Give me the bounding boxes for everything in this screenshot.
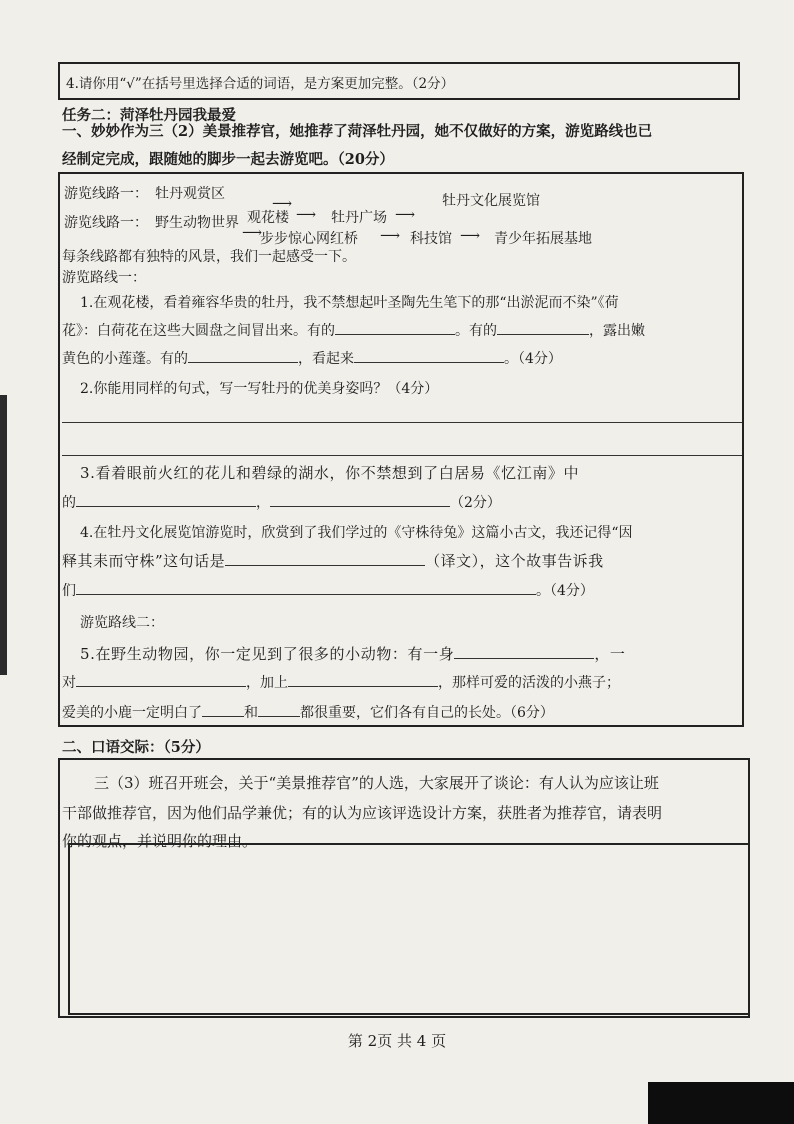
q1-text: 黄色的小莲蓬。有的 bbox=[62, 351, 188, 367]
route2-stop-4: 青少年拓展基地 bbox=[494, 231, 592, 247]
route1-subheading: 游览路线一： bbox=[62, 270, 146, 286]
q2-text: 2.你能用同样的句式，写一写牡丹的优美身姿吗？（4分） bbox=[80, 381, 439, 397]
q5-text: ，加上 bbox=[246, 675, 288, 691]
page-footer: 第 2页 共 4 页 bbox=[347, 1032, 447, 1050]
section2-line3: 你的观点，并说明你的理由。 bbox=[62, 832, 258, 850]
section2-title: 二、口语交际：（5分） bbox=[62, 739, 210, 756]
answer-blank[interactable] bbox=[258, 702, 300, 717]
section2-line1: 三（3）班召开班会，关于“美景推荐官”的人选，大家展开了谈论：有人认为应该让班 bbox=[94, 774, 659, 792]
scan-edge-shadow bbox=[0, 395, 7, 675]
q3-line2 bbox=[62, 492, 501, 512]
arrow-icon: ⟶ bbox=[380, 228, 401, 244]
q5-text: 爱美的小鹿一定明白了 bbox=[62, 705, 202, 721]
section1-intro-line2: 经制定完成，跟随她的脚步一起去游览吧。（20分） bbox=[62, 151, 394, 168]
route1-label: 游览线路一： bbox=[64, 186, 148, 202]
answer-blank[interactable] bbox=[270, 492, 450, 507]
q1-line2 bbox=[62, 320, 645, 340]
answer-blank[interactable] bbox=[76, 580, 536, 595]
answer-box[interactable] bbox=[68, 843, 750, 1015]
task2-title: 任务二：菏泽牡丹园我最爱 bbox=[62, 107, 236, 124]
q3-text: ， bbox=[256, 495, 270, 511]
route1-stop-2: 观花楼 bbox=[247, 210, 289, 226]
q1-text: 。（4分） bbox=[504, 351, 562, 367]
q1-text: 。有的 bbox=[455, 323, 497, 339]
q1-text: 花》：白荷花在这些大圆盘之间冒出来。有的 bbox=[62, 323, 335, 339]
answer-line[interactable] bbox=[62, 455, 742, 456]
arrow-icon: ⟶ bbox=[296, 207, 317, 223]
arrow-icon: ⟶ bbox=[460, 228, 481, 244]
answer-blank[interactable] bbox=[188, 348, 298, 363]
q1-line3 bbox=[62, 348, 562, 368]
q5-text: ，一 bbox=[594, 645, 626, 663]
q3-text: 的 bbox=[62, 495, 76, 511]
answer-blank[interactable] bbox=[76, 672, 246, 687]
route1-stop-1: 牡丹观赏区 bbox=[155, 186, 225, 202]
answer-blank[interactable] bbox=[354, 348, 504, 363]
section2-line2: 干部做推荐官，因为他们品学兼优；有的认为应该评选设计方案，获胜者为推荐官，请表明 bbox=[62, 804, 663, 822]
q3-line1: 3.看着眼前火红的花儿和碧绿的湖水，你不禁想到了白居易《忆江南》中 bbox=[80, 464, 580, 482]
route2-subheading: 游览路线二： bbox=[80, 615, 164, 631]
q5-line1 bbox=[80, 643, 626, 664]
q5-text: 都很重要，它们各有自己的长处。（6分） bbox=[300, 705, 554, 721]
q1-text: ，看起来 bbox=[298, 351, 354, 367]
route2-stop-1: 野生动物世界 bbox=[155, 215, 239, 231]
question-4-text: 4.请你用“√”在括号里选择合适的词语，是方案更加完整。（2分） bbox=[66, 76, 455, 92]
q4-text: 们 bbox=[62, 583, 76, 599]
arrow-icon: ⟶ bbox=[242, 225, 263, 241]
answer-blank[interactable] bbox=[454, 644, 594, 659]
section1-intro-line1: 一、妙妙作为三（2）美景推荐官，她推荐了菏泽牡丹园，她不仅做好的方案，游览路线也已 bbox=[62, 123, 653, 140]
q4-text: （译文），这个故事告诉我 bbox=[425, 552, 604, 570]
routes-summary: 每条线路都有独特的风景，我们一起感受一下。 bbox=[62, 249, 356, 265]
q1-line1: 1.在观花楼，看着雍容华贵的牡丹，我不禁想起叶圣陶先生笔下的那“出淤泥而不染”《荷 bbox=[80, 295, 619, 311]
route1-stop-4: 牡丹文化展览馆 bbox=[442, 193, 540, 209]
q5-line3 bbox=[62, 702, 554, 722]
q4-text: 。（4分） bbox=[536, 583, 594, 599]
q5-text: 和 bbox=[244, 705, 258, 721]
arrow-icon: ⟶ bbox=[395, 207, 416, 223]
route2-stop-2: 步步惊心网红桥 bbox=[260, 231, 358, 247]
scan-corner-shadow bbox=[648, 1082, 794, 1124]
q4-text: 释其耒而守株”这句话是 bbox=[62, 552, 226, 570]
answer-blank[interactable] bbox=[225, 551, 425, 566]
q4-line2 bbox=[62, 550, 604, 571]
answer-blank[interactable] bbox=[497, 320, 589, 335]
answer-line[interactable] bbox=[62, 422, 742, 423]
q1-text: ，露出嫩 bbox=[589, 323, 645, 339]
q3-text: （2分） bbox=[450, 495, 501, 511]
route2-label: 游览线路一： bbox=[64, 215, 148, 231]
arrow-icon: ⟶ bbox=[272, 196, 293, 212]
q4-line3 bbox=[62, 580, 594, 600]
route2-stop-3: 科技馆 bbox=[410, 231, 452, 247]
q5-text: 对 bbox=[62, 675, 76, 691]
question-4-box bbox=[58, 62, 740, 100]
route1-stop-3: 牡丹广场 bbox=[331, 210, 387, 226]
q5-text: 5.在野生动物园，你一定见到了很多的小动物：有一身 bbox=[80, 645, 455, 663]
answer-blank[interactable] bbox=[335, 320, 455, 335]
q5-line2 bbox=[62, 672, 620, 692]
q4-line1: 4.在牡丹文化展览馆游览时，欣赏到了我们学过的《守株待兔》这篇小古文，我还记得“因 bbox=[80, 525, 633, 541]
section1-intro bbox=[62, 118, 737, 174]
answer-blank[interactable] bbox=[76, 492, 256, 507]
answer-blank[interactable] bbox=[288, 672, 438, 687]
answer-blank[interactable] bbox=[202, 702, 244, 717]
q5-text: ，那样可爱的活泼的小燕子； bbox=[438, 675, 620, 691]
